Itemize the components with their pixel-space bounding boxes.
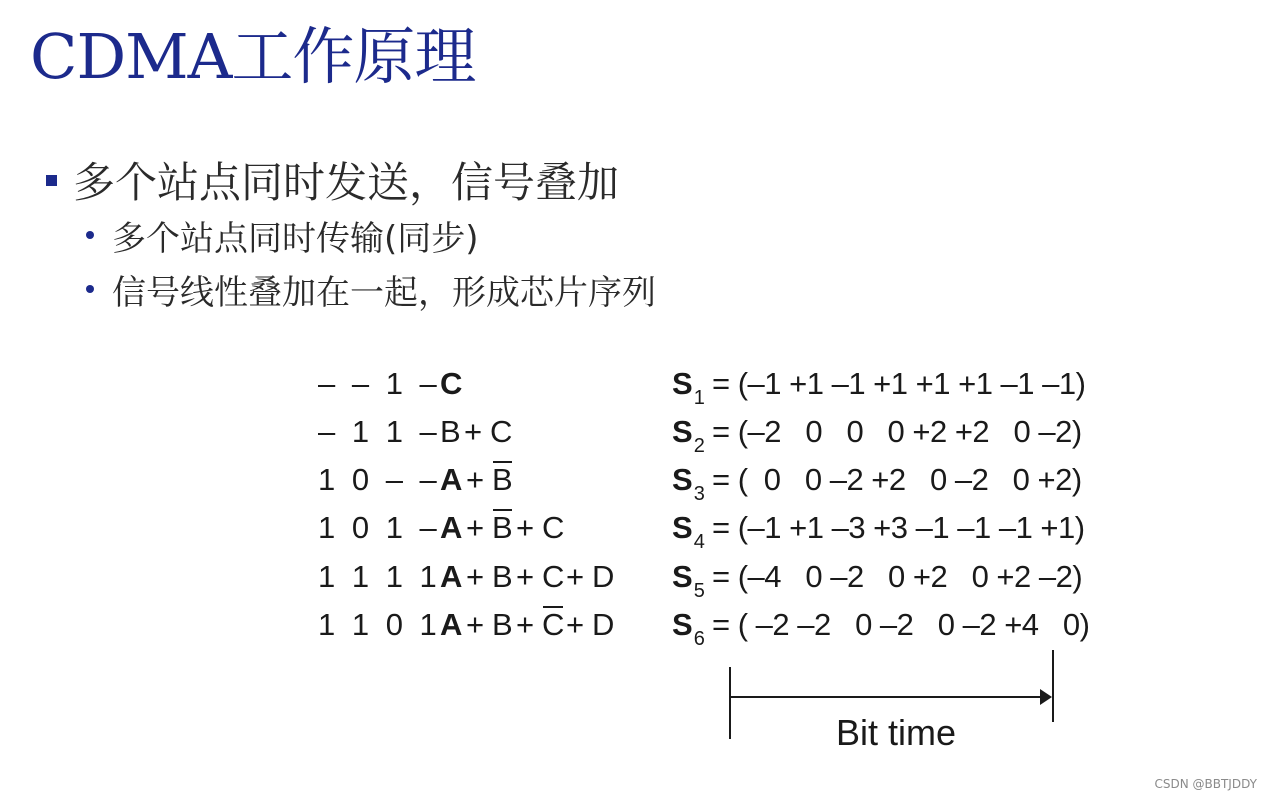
plus-sign: + — [466, 510, 485, 545]
signal-row — [0, 458, 1273, 505]
chip-code: 1 0 – – — [318, 462, 441, 497]
bit-time-left-marker — [729, 667, 731, 739]
chip-vector: = (–1 +1 –3 +3 –1 –1 –1 +1) — [712, 510, 1085, 545]
chip-code: – 1 1 – — [318, 414, 441, 449]
signal-row — [0, 555, 1273, 602]
signal-subscript: 4 — [693, 531, 705, 553]
signal-letter: S — [672, 607, 693, 642]
signal-row — [0, 410, 1273, 457]
dot-bullet-icon — [86, 285, 94, 293]
chip-code: 1 1 0 1 — [318, 607, 441, 642]
signal-row — [0, 603, 1273, 650]
bit-time-arrow — [731, 696, 1043, 698]
signal-letter: S — [672, 510, 693, 545]
plus-sign: + — [466, 559, 485, 594]
chip-vector: = (–1 +1 –1 +1 +1 +1 –1 –1) — [712, 366, 1086, 401]
watermark: CSDN @BBTJDDY — [1154, 777, 1257, 791]
signal-letter: S — [672, 414, 693, 449]
square-bullet-icon — [46, 175, 57, 186]
signal-subscript: 2 — [693, 435, 705, 457]
station-symbol: B — [492, 559, 513, 594]
signal-subscript: 6 — [693, 628, 705, 650]
station-symbol: D — [592, 607, 615, 642]
signal-name — [672, 506, 705, 553]
signal-name — [672, 410, 705, 457]
signal-letter: S — [672, 559, 693, 594]
signal-subscript: 1 — [693, 387, 705, 409]
chip-code: – – 1 – — [318, 366, 441, 401]
chip-vector: = (–2 0 0 0 +2 +2 0 –2) — [712, 414, 1082, 449]
chip-code: 1 0 1 – — [318, 510, 441, 545]
station-symbol: C — [440, 366, 463, 401]
station-symbol: A — [440, 510, 463, 545]
plus-sign: + — [566, 559, 585, 594]
plus-sign: + — [464, 414, 483, 449]
plus-sign: + — [516, 510, 535, 545]
station-symbol: A — [440, 607, 463, 642]
station-symbol: B — [440, 414, 461, 449]
chip-code: 1 1 1 1 — [318, 559, 441, 594]
station-symbol: A — [440, 559, 463, 594]
signal-letter: S — [672, 366, 693, 401]
sub-bullet-text: 信号线性叠加在一起，形成芯片序列 — [112, 272, 656, 313]
plus-sign: + — [566, 607, 585, 642]
station-symbol: B — [492, 458, 513, 502]
chip-vector: = (–4 0 –2 0 +2 0 +2 –2) — [712, 559, 1083, 594]
station-symbol: C — [490, 414, 513, 449]
station-symbol: B — [492, 506, 513, 550]
signal-name — [672, 603, 705, 650]
station-symbol: B — [492, 607, 513, 642]
station-symbol: C — [542, 603, 564, 647]
sub-bullet — [86, 212, 479, 258]
signal-letter: S — [672, 462, 693, 497]
slide-title: CDMA工作原理 — [30, 20, 476, 93]
chip-vector: = ( 0 0 –2 +2 0 –2 0 +2) — [712, 462, 1082, 497]
main-bullet-text: 多个站点同时发送，信号叠加 — [73, 158, 620, 207]
signal-name — [672, 362, 705, 409]
plus-sign: + — [466, 462, 485, 497]
sub-bullet-text: 多个站点同时传输(同步) — [112, 218, 479, 259]
signal-name — [672, 555, 705, 602]
bit-time-right-marker — [1052, 650, 1054, 722]
arrow-head-icon — [1040, 689, 1052, 705]
plus-sign: + — [466, 607, 485, 642]
signal-row — [0, 506, 1273, 553]
station-symbol: C — [542, 510, 565, 545]
chip-vector: = ( –2 –2 0 –2 0 –2 +4 0) — [712, 607, 1090, 642]
station-symbol: C — [542, 559, 565, 594]
station-symbol: D — [592, 559, 615, 594]
signal-name — [672, 458, 705, 505]
plus-sign: + — [516, 559, 535, 594]
signal-subscript: 5 — [693, 580, 705, 602]
main-bullet — [46, 150, 619, 210]
station-symbol: A — [440, 462, 463, 497]
plus-sign: + — [516, 607, 535, 642]
sub-bullet — [86, 266, 656, 312]
signal-row — [0, 362, 1273, 409]
dot-bullet-icon — [86, 231, 94, 239]
signal-subscript: 3 — [693, 483, 705, 505]
bit-time-label: Bit time — [836, 712, 957, 753]
